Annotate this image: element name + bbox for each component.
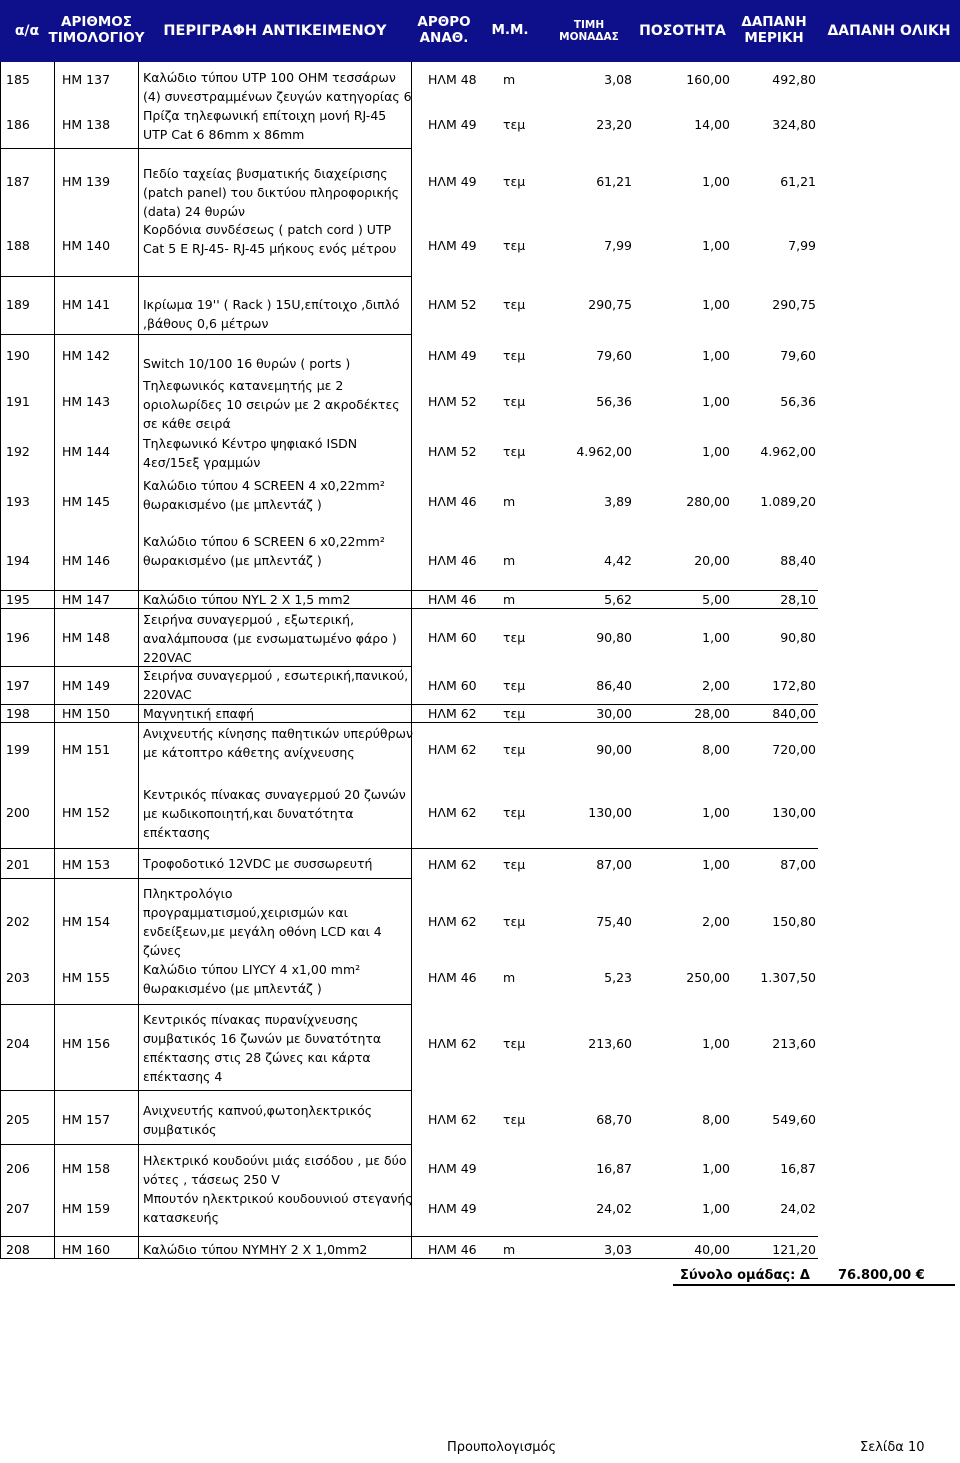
row-unit-price: 3,03 bbox=[604, 1242, 632, 1257]
row-partial-cost: 492,80 bbox=[772, 72, 816, 87]
row-number: 207 bbox=[6, 1201, 30, 1216]
row-unit-price: 130,00 bbox=[588, 805, 632, 820]
row-quantity: 1,00 bbox=[702, 238, 730, 253]
row-article: ΗΛΜ 60 bbox=[428, 630, 477, 645]
row-quantity: 14,00 bbox=[694, 117, 730, 132]
row-number: 197 bbox=[6, 678, 30, 693]
row-partial-cost: 28,10 bbox=[780, 592, 816, 607]
row-number: 200 bbox=[6, 805, 30, 820]
row-unit-price: 23,20 bbox=[596, 117, 632, 132]
row-number: 206 bbox=[6, 1161, 30, 1176]
row-number: 188 bbox=[6, 238, 30, 253]
row-article: ΗΛΜ 60 bbox=[428, 678, 477, 693]
footer-page: Σελίδα 10 bbox=[860, 1440, 925, 1455]
row-description: Κεντρικός πίνακας πυρανίχνευσης συμβατικός 16 ζωνών με δυνατότητα επέκτασης στις 28 ζώνες και κάρτα επέκτασης 4 bbox=[143, 1012, 382, 1084]
row-unit-price: 87,00 bbox=[596, 857, 632, 872]
row-partial-cost: 172,80 bbox=[772, 678, 816, 693]
row-description: Ικρίωμα 19'' ( Rack ) 15U,επίτοιχο ,διπλό ,βάθους 0,6 μέτρων bbox=[143, 297, 400, 331]
row-unit-price: 4,42 bbox=[604, 553, 632, 568]
row-code: ΗΜ 146 bbox=[62, 553, 111, 568]
row-number: 208 bbox=[6, 1242, 30, 1257]
row-article: ΗΛΜ 49 bbox=[428, 174, 477, 189]
row-article: ΗΛΜ 46 bbox=[428, 494, 477, 509]
row-partial-cost: 290,75 bbox=[772, 297, 816, 312]
row-unit-price: 61,21 bbox=[596, 174, 632, 189]
row-unit: τεμ bbox=[503, 238, 526, 253]
row-code: ΗΜ 144 bbox=[62, 444, 111, 459]
row-partial-cost: 24,02 bbox=[780, 1201, 816, 1216]
row-code: ΗΜ 138 bbox=[62, 117, 111, 132]
row-article: ΗΛΜ 48 bbox=[428, 72, 477, 87]
group-total-underline bbox=[673, 1284, 955, 1286]
row-code: ΗΜ 153 bbox=[62, 857, 111, 872]
row-article: ΗΛΜ 62 bbox=[428, 1112, 477, 1127]
row-description: Μαγνητική επαφή bbox=[143, 706, 255, 721]
row-article: ΗΛΜ 49 bbox=[428, 1201, 477, 1216]
row-article: ΗΛΜ 52 bbox=[428, 444, 477, 459]
row-article: ΗΛΜ 62 bbox=[428, 742, 477, 757]
row-unit-price: 90,00 bbox=[596, 742, 632, 757]
row-partial-cost: 150,80 bbox=[772, 914, 816, 929]
row-code: ΗΜ 148 bbox=[62, 630, 111, 645]
row-description: Σειρήνα συναγερμού , εξωτερική, αναλάμπουσα (με ενσωματωμένο φάρο ) 220VAC bbox=[143, 612, 397, 665]
row-article: ΗΛΜ 49 bbox=[428, 1161, 477, 1176]
row-unit-price: 7,99 bbox=[604, 238, 632, 253]
row-article: ΗΛΜ 62 bbox=[428, 805, 477, 820]
row-code: ΗΜ 149 bbox=[62, 678, 111, 693]
row-partial-cost: 121,20 bbox=[772, 1242, 816, 1257]
row-code: ΗΜ 150 bbox=[62, 706, 111, 721]
row-unit-price: 3,89 bbox=[604, 494, 632, 509]
row-quantity: 8,00 bbox=[702, 1112, 730, 1127]
row-description: Ηλεκτρικό κουδούνι μιάς εισόδου , με δύο νότες , τάσεως 250 V bbox=[143, 1153, 407, 1187]
row-description: Καλώδιο τύπου LIYCY 4 x1,00 mm² θωρακισμένο (με μπλεντάζ ) bbox=[143, 962, 361, 996]
row-unit-price: 90,80 bbox=[596, 630, 632, 645]
row-description: Τηλεφωνικό Κέντρο ψηφιακό ISDN 4εσ/15εξ γραμμών bbox=[143, 436, 358, 470]
row-unit: τεμ bbox=[503, 297, 526, 312]
row-description: Switch 10/100 16 θυρών ( ports ) bbox=[143, 356, 351, 371]
header-quantity: ΠΟΣΟΤΗΤΑ bbox=[639, 22, 726, 39]
row-unit: τεμ bbox=[503, 805, 526, 820]
row-unit: τεμ bbox=[503, 348, 526, 363]
row-unit: τεμ bbox=[503, 706, 526, 721]
row-number: 204 bbox=[6, 1036, 30, 1051]
row-unit: m bbox=[503, 494, 516, 509]
row-unit-price: 5,23 bbox=[604, 970, 632, 985]
row-description: Τροφοδοτικό 12VDC με συσσωρευτή bbox=[143, 856, 373, 871]
row-code: ΗΜ 160 bbox=[62, 1242, 111, 1257]
row-unit: m bbox=[503, 72, 516, 87]
row-partial-cost: 88,40 bbox=[780, 553, 816, 568]
row-code: ΗΜ 151 bbox=[62, 742, 111, 757]
row-unit: m bbox=[503, 970, 516, 985]
row-quantity: 250,00 bbox=[686, 970, 730, 985]
row-code: ΗΜ 145 bbox=[62, 494, 111, 509]
row-unit: τεμ bbox=[503, 1036, 526, 1051]
row-unit-price: 16,87 bbox=[596, 1161, 632, 1176]
row-unit-price: 24,02 bbox=[596, 1201, 632, 1216]
row-partial-cost: 720,00 bbox=[772, 742, 816, 757]
row-unit-price: 30,00 bbox=[596, 706, 632, 721]
row-code: ΗΜ 139 bbox=[62, 174, 111, 189]
row-partial-cost: 61,21 bbox=[780, 174, 816, 189]
row-partial-cost: 7,99 bbox=[788, 238, 816, 253]
row-unit: m bbox=[503, 1242, 516, 1257]
row-quantity: 2,00 bbox=[702, 678, 730, 693]
row-article: ΗΛΜ 62 bbox=[428, 1036, 477, 1051]
row-description: Καλώδιο τύπου NYMHY 2 X 1,0mm2 bbox=[143, 1242, 368, 1257]
row-partial-cost: 549,60 bbox=[772, 1112, 816, 1127]
row-unit: τεμ bbox=[503, 394, 526, 409]
row-description: Ανιχνευτής καπνού,φωτοηλεκτρικός συμβατικός bbox=[143, 1103, 373, 1137]
row-partial-cost: 79,60 bbox=[780, 348, 816, 363]
row-code: ΗΜ 137 bbox=[62, 72, 111, 87]
group-total-value: 76.800,00 € bbox=[838, 1268, 925, 1283]
row-number: 195 bbox=[6, 592, 30, 607]
row-description: Καλώδιο τύπου NYL 2 X 1,5 mm2 bbox=[143, 592, 351, 607]
row-unit-price: 3,08 bbox=[604, 72, 632, 87]
row-partial-cost: 840,00 bbox=[772, 706, 816, 721]
row-number: 205 bbox=[6, 1112, 30, 1127]
row-code: ΗΜ 155 bbox=[62, 970, 111, 985]
row-unit: τεμ bbox=[503, 1112, 526, 1127]
row-article: ΗΛΜ 49 bbox=[428, 238, 477, 253]
row-code: ΗΜ 157 bbox=[62, 1112, 111, 1127]
row-number: 194 bbox=[6, 553, 30, 568]
row-description: Πρίζα τηλεφωνική επίτοιχη μονή RJ-45 UTP Cat 6 86mm x 86mm bbox=[143, 108, 387, 142]
row-description: Ανιχνευτής κίνησης παθητικών υπερύθρων με κάτοπτρο κάθετης ανίχνευσης bbox=[143, 726, 413, 760]
row-code: ΗΜ 142 bbox=[62, 348, 111, 363]
row-quantity: 8,00 bbox=[702, 742, 730, 757]
header-unit: Μ.Μ. bbox=[491, 22, 529, 39]
row-quantity: 2,00 bbox=[702, 914, 730, 929]
row-quantity: 1,00 bbox=[702, 805, 730, 820]
row-quantity: 5,00 bbox=[702, 592, 730, 607]
group-total-label: Σύνολο ομάδας: Δ bbox=[680, 1268, 810, 1283]
row-number: 202 bbox=[6, 914, 30, 929]
row-quantity: 280,00 bbox=[686, 494, 730, 509]
row-description: Πληκτρολόγιο προγραμματισμού,χειρισμών και ενδείξεων,με μεγάλη οθόνη LCD και 4 ζώνες bbox=[143, 886, 382, 958]
row-article: ΗΛΜ 46 bbox=[428, 1242, 477, 1257]
row-code: ΗΜ 159 bbox=[62, 1201, 111, 1216]
row-article: ΗΛΜ 62 bbox=[428, 706, 477, 721]
row-partial-cost: 130,00 bbox=[772, 805, 816, 820]
row-quantity: 1,00 bbox=[702, 1161, 730, 1176]
row-number: 199 bbox=[6, 742, 30, 757]
header-unit-price: ΤΙΜΗ ΜΟΝΑΔΑΣ bbox=[559, 18, 619, 43]
row-article: ΗΛΜ 62 bbox=[428, 857, 477, 872]
row-unit: τεμ bbox=[503, 630, 526, 645]
footer-title: Προυπολογισμός bbox=[447, 1440, 557, 1455]
row-quantity: 1,00 bbox=[702, 297, 730, 312]
row-quantity: 28,00 bbox=[694, 706, 730, 721]
row-description: Καλώδιο τύπου 4 SCREEN 4 x0,22mm² θωρακισμένο (με μπλεντάζ ) bbox=[143, 478, 385, 512]
row-description: Κορδόνια συνδέσεως ( patch cord ) UTP Cat 5 E RJ-45- RJ-45 μήκους ενός μέτρου bbox=[143, 222, 397, 256]
row-article: ΗΛΜ 52 bbox=[428, 297, 477, 312]
row-code: ΗΜ 147 bbox=[62, 592, 111, 607]
table-header bbox=[0, 0, 960, 62]
row-number: 191 bbox=[6, 394, 30, 409]
row-unit-price: 4.962,00 bbox=[576, 444, 632, 459]
row-unit-price: 79,60 bbox=[596, 348, 632, 363]
row-unit-price: 5,62 bbox=[604, 592, 632, 607]
row-article: ΗΛΜ 49 bbox=[428, 117, 477, 132]
row-partial-cost: 213,60 bbox=[772, 1036, 816, 1051]
row-unit-price: 213,60 bbox=[588, 1036, 632, 1051]
row-quantity: 1,00 bbox=[702, 857, 730, 872]
row-quantity: 1,00 bbox=[702, 1201, 730, 1216]
row-unit-price: 75,40 bbox=[596, 914, 632, 929]
header-aa: α/α bbox=[14, 22, 40, 39]
row-quantity: 1,00 bbox=[702, 1036, 730, 1051]
row-partial-cost: 4.962,00 bbox=[760, 444, 816, 459]
row-code: ΗΜ 140 bbox=[62, 238, 111, 253]
header-description: ΠΕΡΙΓΡΑΦΗ ΑΝΤΙΚΕΙΜΕΝΟΥ bbox=[163, 22, 387, 39]
row-code: ΗΜ 152 bbox=[62, 805, 111, 820]
row-description: Μπουτόν ηλεκτρικού κουδουνιού στεγανής κατασκευής bbox=[143, 1191, 413, 1225]
row-article: ΗΛΜ 46 bbox=[428, 553, 477, 568]
row-number: 190 bbox=[6, 348, 30, 363]
row-partial-cost: 1.307,50 bbox=[760, 970, 816, 985]
header-total-cost: ΔΑΠΑΝΗ ΟΛΙΚΗ bbox=[827, 22, 951, 39]
row-article: ΗΛΜ 49 bbox=[428, 348, 477, 363]
row-number: 192 bbox=[6, 444, 30, 459]
row-code: ΗΜ 154 bbox=[62, 914, 111, 929]
row-unit: m bbox=[503, 553, 516, 568]
row-number: 189 bbox=[6, 297, 30, 312]
row-number: 203 bbox=[6, 970, 30, 985]
row-number: 193 bbox=[6, 494, 30, 509]
row-unit: τεμ bbox=[503, 678, 526, 693]
row-number: 198 bbox=[6, 706, 30, 721]
row-quantity: 20,00 bbox=[694, 553, 730, 568]
row-partial-cost: 87,00 bbox=[780, 857, 816, 872]
row-article: ΗΛΜ 46 bbox=[428, 592, 477, 607]
header-partial-cost: ΔΑΠΑΝΗ ΜΕΡΙΚΗ bbox=[741, 14, 807, 46]
row-quantity: 1,00 bbox=[702, 394, 730, 409]
row-article: ΗΛΜ 52 bbox=[428, 394, 477, 409]
row-unit: τεμ bbox=[503, 914, 526, 929]
row-description: Σειρήνα συναγερμού , εσωτερική,πανικού, 220VAC bbox=[143, 668, 409, 702]
row-partial-cost: 90,80 bbox=[780, 630, 816, 645]
row-number: 185 bbox=[6, 72, 30, 87]
row-quantity: 1,00 bbox=[702, 630, 730, 645]
row-number: 186 bbox=[6, 117, 30, 132]
row-description: Κεντρικός πίνακας συναγερμού 20 ζωνών με κωδικοποιητή,και δυνατότητα επέκτασης bbox=[143, 787, 406, 840]
row-number: 187 bbox=[6, 174, 30, 189]
row-article: ΗΛΜ 62 bbox=[428, 914, 477, 929]
row-partial-cost: 1.089,20 bbox=[760, 494, 816, 509]
row-unit: m bbox=[503, 592, 516, 607]
row-article: ΗΛΜ 46 bbox=[428, 970, 477, 985]
row-number: 201 bbox=[6, 857, 30, 872]
row-unit: τεμ bbox=[503, 444, 526, 459]
row-code: ΗΜ 156 bbox=[62, 1036, 111, 1051]
row-description: Καλώδιο τύπου 6 SCREEN 6 x0,22mm² θωρακισμένο (με μπλεντάζ ) bbox=[143, 534, 385, 568]
row-unit-price: 86,40 bbox=[596, 678, 632, 693]
row-code: ΗΜ 158 bbox=[62, 1161, 111, 1176]
row-unit: τεμ bbox=[503, 174, 526, 189]
row-partial-cost: 16,87 bbox=[780, 1161, 816, 1176]
row-partial-cost: 56,36 bbox=[780, 394, 816, 409]
row-unit-price: 68,70 bbox=[596, 1112, 632, 1127]
header-article: ΑΡΘΡΟ ΑΝΑΘ. bbox=[417, 14, 471, 46]
row-unit-price: 56,36 bbox=[596, 394, 632, 409]
row-unit: τεμ bbox=[503, 742, 526, 757]
row-partial-cost: 324,80 bbox=[772, 117, 816, 132]
row-code: ΗΜ 141 bbox=[62, 297, 111, 312]
row-description: Πεδίο ταχείας βυσματικής διαχείρισης (patch panel) του δικτύου πληροφορικής (data) 24 θυρών bbox=[143, 166, 400, 219]
row-unit-price: 290,75 bbox=[588, 297, 632, 312]
row-unit: τεμ bbox=[503, 117, 526, 132]
row-quantity: 1,00 bbox=[702, 348, 730, 363]
row-quantity: 40,00 bbox=[694, 1242, 730, 1257]
row-quantity: 1,00 bbox=[702, 444, 730, 459]
row-description: Τηλεφωνικός κατανεμητής με 2 οριολωρίδες 10 σειρών με 2 ακροδέκτες σε κάθε σειρά bbox=[143, 378, 400, 431]
row-description: Καλώδιο τύπου UTP 100 OHM τεσσάρων (4) συνεστραμμένων ζευγών κατηγορίας 6 bbox=[143, 70, 412, 104]
row-quantity: 1,00 bbox=[702, 174, 730, 189]
row-quantity: 160,00 bbox=[686, 72, 730, 87]
row-unit: τεμ bbox=[503, 857, 526, 872]
header-invoice-no: ΑΡΙΘΜΟΣ ΤΙΜΟΛΟΓΙΟΥ bbox=[48, 14, 145, 46]
row-code: ΗΜ 143 bbox=[62, 394, 111, 409]
row-number: 196 bbox=[6, 630, 30, 645]
